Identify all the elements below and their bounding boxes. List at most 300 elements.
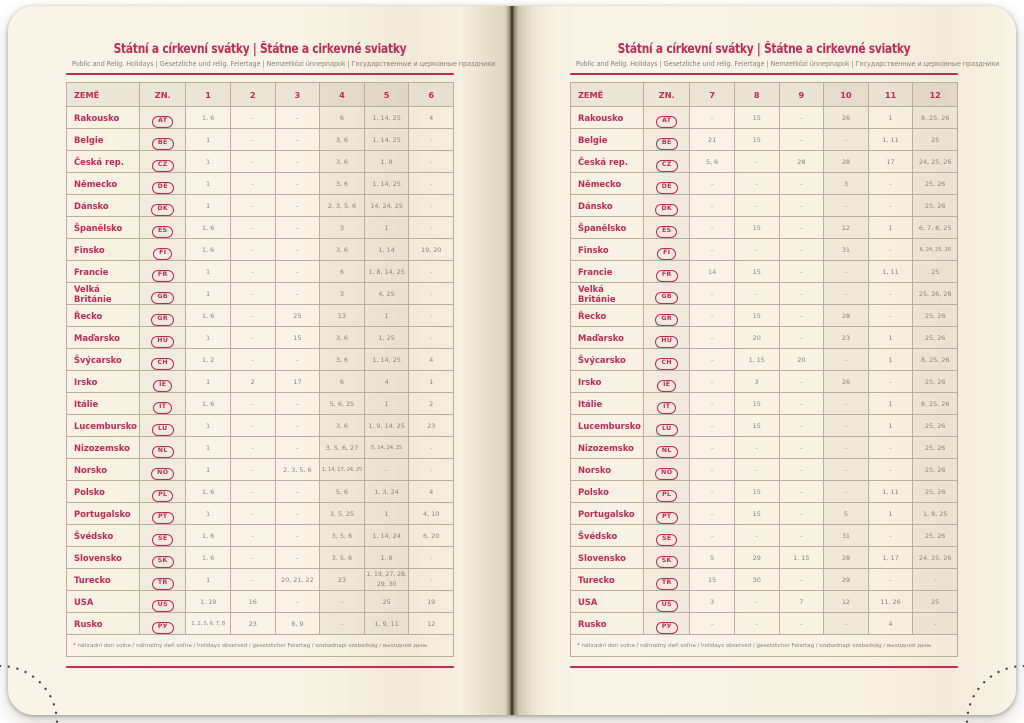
month-value-cell: 20	[734, 327, 779, 349]
month-value-cell: 12	[824, 591, 869, 613]
month-value-cell: 15	[734, 107, 779, 129]
month-value-cell: –	[868, 173, 913, 195]
code-cell	[644, 283, 690, 305]
code-cell	[644, 217, 690, 239]
diary-spread	[8, 6, 1016, 715]
country-code-badge: LU	[152, 424, 174, 436]
code-cell	[644, 371, 690, 393]
country-code-badge: SK	[656, 556, 678, 568]
month-value-cell: 2, 3, 5, 6	[275, 459, 320, 481]
code-cell	[140, 569, 186, 591]
month-value-cell: –	[409, 327, 454, 349]
table-header-row	[571, 83, 958, 107]
country-code-badge: PL	[656, 490, 677, 502]
month-value-cell: –	[230, 569, 275, 591]
month-value-cell: –	[913, 569, 958, 591]
month-value-cell: 8, 9	[275, 613, 320, 635]
month-value-cell: 23	[320, 569, 365, 591]
month-value-cell: 1	[868, 415, 913, 437]
month-value-cell: 1	[186, 459, 231, 481]
month-value-cell: 1	[186, 283, 231, 305]
accent-rule-top	[66, 73, 454, 75]
country-cell: Polsko	[571, 481, 644, 503]
month-value-cell: 5, 6, 25	[320, 393, 365, 415]
month-value-cell: –	[230, 393, 275, 415]
country-cell: Španělsko	[571, 217, 644, 239]
month-value-cell: –	[275, 283, 320, 305]
month-value-cell: –	[690, 503, 735, 525]
table-row-se	[67, 525, 454, 547]
month-value-cell: 23	[824, 327, 869, 349]
month-value-cell: –	[779, 393, 824, 415]
month-value-cell: 1, 15	[734, 349, 779, 371]
country-cell: Německo	[571, 173, 644, 195]
month-value-cell: 17	[275, 371, 320, 393]
month-value-cell: 25, 26	[913, 437, 958, 459]
month-value-cell: –	[734, 525, 779, 547]
table-row-us	[571, 591, 958, 613]
perforation-dots-arc-left	[0, 659, 64, 723]
month-value-cell: 5	[690, 547, 735, 569]
code-cell	[140, 591, 186, 613]
month-value-cell: –	[230, 305, 275, 327]
month-value-cell: –	[690, 371, 735, 393]
month-value-cell: 1, 11	[868, 129, 913, 151]
month-value-cell: –	[230, 217, 275, 239]
month-value-cell: –	[409, 569, 454, 591]
table-row-es	[67, 217, 454, 239]
month-value-cell: –	[230, 107, 275, 129]
country-cell: Norsko	[571, 459, 644, 481]
month-value-cell: 1, 6	[186, 547, 231, 569]
month-value-cell: 24, 25, 26	[913, 151, 958, 173]
month-value-cell: –	[230, 261, 275, 283]
country-code-badge: CH	[151, 358, 174, 370]
country-cell: Polsko	[67, 481, 140, 503]
col-header-code: ZN.	[644, 83, 690, 107]
country-cell: Řecko	[67, 305, 140, 327]
country-cell: Dánsko	[67, 195, 140, 217]
month-value-cell: –	[779, 129, 824, 151]
country-cell: Švýcarsko	[67, 349, 140, 371]
month-value-cell: –	[824, 195, 869, 217]
month-value-cell: 4	[868, 613, 913, 635]
month-value-cell: 3, 6	[320, 415, 365, 437]
country-cell: Itálie	[571, 393, 644, 415]
month-value-cell: –	[690, 393, 735, 415]
country-cell: Norsko	[67, 459, 140, 481]
month-value-cell: –	[230, 195, 275, 217]
month-value-cell: –	[779, 569, 824, 591]
month-value-cell: 5	[824, 503, 869, 525]
month-value-cell: 16	[230, 591, 275, 613]
month-value-cell: –	[275, 129, 320, 151]
code-cell	[140, 371, 186, 393]
country-code-badge: NL	[152, 446, 174, 458]
code-cell	[644, 591, 690, 613]
month-value-cell: –	[230, 151, 275, 173]
table-row-it	[67, 393, 454, 415]
month-value-cell: 31	[824, 525, 869, 547]
country-code-badge: IE	[657, 380, 676, 392]
month-value-cell: –	[690, 437, 735, 459]
month-value-cell: 1, 11	[868, 481, 913, 503]
month-value-cell: –	[690, 283, 735, 305]
month-value-cell: –	[275, 261, 320, 283]
accent-rule-bottom	[66, 666, 454, 668]
month-value-cell: 15	[734, 393, 779, 415]
month-value-cell: 25	[364, 591, 409, 613]
month-value-cell: 12	[409, 613, 454, 635]
page-title: Státní a církevní svátky | Štátne a cirkevné sviatky	[113, 42, 407, 57]
table-row-ch	[571, 349, 958, 371]
month-value-cell: 1, 14	[364, 239, 409, 261]
month-value-cell: 1, 3, 24	[364, 481, 409, 503]
perforation-dots-arc-right	[960, 659, 1024, 723]
month-value-cell: 1	[186, 569, 231, 591]
month-value-cell: –	[690, 481, 735, 503]
month-value-cell: 1, 15	[779, 547, 824, 569]
month-value-cell: –	[779, 415, 824, 437]
month-value-cell: –	[275, 437, 320, 459]
month-value-cell: –	[690, 239, 735, 261]
month-value-cell: –	[275, 107, 320, 129]
month-value-cell: 1	[186, 195, 231, 217]
code-cell	[140, 459, 186, 481]
code-cell	[644, 107, 690, 129]
month-value-cell: –	[734, 283, 779, 305]
month-value-cell: 4	[409, 481, 454, 503]
month-value-cell: –	[275, 239, 320, 261]
code-cell	[644, 195, 690, 217]
table-row-ру	[67, 613, 454, 635]
month-value-cell: 1	[364, 393, 409, 415]
month-value-cell: 6, 20	[409, 525, 454, 547]
month-value-cell: –	[230, 283, 275, 305]
month-value-cell: 1, 19, 27, 28, 29, 30	[364, 569, 409, 591]
month-value-cell: 29	[824, 569, 869, 591]
month-value-cell: –	[824, 415, 869, 437]
month-value-cell: 25, 26	[913, 195, 958, 217]
code-cell	[140, 349, 186, 371]
month-value-cell: 1, 8, 14, 25	[364, 261, 409, 283]
month-value-cell: 1, 14, 25	[364, 129, 409, 151]
code-cell	[140, 525, 186, 547]
month-value-cell: –	[868, 459, 913, 481]
country-code-badge: FR	[152, 270, 174, 282]
month-value-cell: 1	[868, 327, 913, 349]
col-header-month-10: 10	[824, 83, 869, 107]
month-value-cell: –	[779, 613, 824, 635]
page-left	[8, 6, 512, 715]
month-value-cell: –	[230, 349, 275, 371]
month-value-cell: –	[690, 415, 735, 437]
table-row-fr	[67, 261, 454, 283]
page-subtitle: Public and Relig. Holidays | Gesetzliche und relig. Feiertage | Nemzetközi ünnepnapok | Государственные и церковные праздники	[575, 60, 1000, 68]
table-row-tr	[571, 569, 958, 591]
month-value-cell: 1, 9, 14, 25	[364, 415, 409, 437]
country-cell: Španělsko	[67, 217, 140, 239]
table-row-at	[571, 107, 958, 129]
month-value-cell: –	[734, 151, 779, 173]
col-header-code: ZN.	[140, 83, 186, 107]
code-cell	[644, 349, 690, 371]
month-value-cell: 25, 26	[913, 525, 958, 547]
code-cell	[644, 525, 690, 547]
month-value-cell: –	[779, 283, 824, 305]
month-value-cell: 1, 14, 17, 24, 25	[320, 459, 365, 481]
country-cell: Rusko	[67, 613, 140, 635]
month-value-cell: 7	[779, 591, 824, 613]
table-row-fi	[67, 239, 454, 261]
country-code-badge: CZ	[152, 160, 174, 172]
country-code-badge: NO	[151, 468, 174, 480]
month-value-cell: 20, 21, 22	[275, 569, 320, 591]
month-value-cell: 15	[734, 217, 779, 239]
month-value-cell: 3	[690, 591, 735, 613]
month-value-cell: 31	[824, 239, 869, 261]
country-code-badge: SE	[656, 534, 677, 546]
code-cell	[140, 107, 186, 129]
month-value-cell: 1, 14, 25	[364, 349, 409, 371]
month-value-cell: –	[275, 415, 320, 437]
month-value-cell: –	[409, 151, 454, 173]
month-value-cell: 3, 5, 6	[320, 547, 365, 569]
month-value-cell: 3, 6	[320, 129, 365, 151]
month-value-cell: 3, 5, 25	[320, 503, 365, 525]
month-value-cell: 21	[690, 129, 735, 151]
code-cell	[140, 503, 186, 525]
month-value-cell: 1	[868, 393, 913, 415]
code-cell	[140, 217, 186, 239]
month-value-cell: 25	[913, 129, 958, 151]
month-value-cell: –	[409, 459, 454, 481]
month-value-cell: –	[230, 503, 275, 525]
month-value-cell: –	[275, 151, 320, 173]
month-value-cell: 13	[320, 305, 365, 327]
code-cell	[644, 459, 690, 481]
month-value-cell: –	[779, 327, 824, 349]
month-value-cell: 1	[186, 261, 231, 283]
month-value-cell: –	[913, 613, 958, 635]
month-value-cell: –	[868, 305, 913, 327]
page-right	[512, 6, 1016, 715]
month-value-cell: –	[824, 393, 869, 415]
country-code-badge: BE	[656, 138, 678, 150]
month-value-cell: 1, 6	[186, 217, 231, 239]
table-row-es	[571, 217, 958, 239]
month-value-cell: –	[779, 261, 824, 283]
country-cell: Velká Británie	[67, 283, 140, 305]
month-value-cell: –	[779, 239, 824, 261]
country-code-badge: TR	[152, 578, 174, 590]
country-cell: Švédsko	[67, 525, 140, 547]
holidays-table-months-7-12	[570, 82, 958, 657]
code-cell	[140, 305, 186, 327]
country-cell: Česká rep.	[571, 151, 644, 173]
month-value-cell: –	[275, 525, 320, 547]
country-code-badge: PT	[152, 512, 174, 524]
col-header-month-2: 2	[230, 83, 275, 107]
month-value-cell: –	[275, 195, 320, 217]
month-value-cell: 1, 8	[364, 151, 409, 173]
month-value-cell: 3	[320, 217, 365, 239]
country-code-badge: HU	[655, 336, 678, 348]
code-cell	[140, 283, 186, 305]
month-value-cell: –	[230, 437, 275, 459]
month-value-cell: –	[275, 349, 320, 371]
country-code-badge: BE	[152, 138, 174, 150]
month-value-cell: 28	[824, 151, 869, 173]
month-value-cell: –	[690, 459, 735, 481]
month-value-cell: –	[690, 217, 735, 239]
month-value-cell: –	[779, 503, 824, 525]
month-value-cell: –	[824, 283, 869, 305]
month-value-cell: –	[734, 459, 779, 481]
country-cell: USA	[571, 591, 644, 613]
month-value-cell: –	[690, 173, 735, 195]
month-value-cell: 3, 5, 6, 27	[320, 437, 365, 459]
col-header-month-6: 6	[409, 83, 454, 107]
month-value-cell: 1, 6	[186, 525, 231, 547]
month-value-cell: 1, 25	[364, 327, 409, 349]
country-code-badge: РУ	[152, 622, 174, 634]
month-value-cell: –	[824, 613, 869, 635]
month-value-cell: 1	[186, 151, 231, 173]
month-value-cell: 3, 6	[320, 327, 365, 349]
col-header-month-12: 12	[913, 83, 958, 107]
col-header-month-11: 11	[868, 83, 913, 107]
country-cell: Francie	[571, 261, 644, 283]
col-header-month-1: 1	[186, 83, 231, 107]
code-cell	[644, 261, 690, 283]
month-value-cell: 1, 2, 5, 6, 7, 8	[186, 613, 231, 635]
month-value-cell: 15	[734, 481, 779, 503]
month-value-cell: 26	[824, 371, 869, 393]
country-cell: Maďarsko	[67, 327, 140, 349]
country-cell: Velká Británie	[571, 283, 644, 305]
month-value-cell: –	[275, 173, 320, 195]
country-code-badge: CH	[655, 358, 678, 370]
country-code-badge: AT	[656, 116, 677, 128]
month-value-cell: –	[409, 437, 454, 459]
month-value-cell: 1	[186, 371, 231, 393]
footnote-row	[571, 635, 958, 657]
country-code-badge: IE	[153, 380, 172, 392]
month-value-cell: –	[690, 327, 735, 349]
month-value-cell: 19	[409, 591, 454, 613]
accent-rule-bottom	[570, 666, 958, 668]
month-value-cell: 30	[734, 569, 779, 591]
month-value-cell: 4, 10	[409, 503, 454, 525]
country-code-badge: GR	[151, 314, 174, 326]
country-code-badge: РУ	[656, 622, 678, 634]
month-value-cell: –	[868, 239, 913, 261]
footnote: * náhradní den volna / náhradný deň voľna / holidays observed / gesetzlicher Feiertag / szabadnapi szabadság / выходной день	[67, 635, 454, 657]
table-row-cz	[571, 151, 958, 173]
month-value-cell: 15	[734, 503, 779, 525]
country-cell: Rusko	[571, 613, 644, 635]
country-code-badge: FI	[153, 248, 172, 260]
country-code-badge: DK	[151, 204, 174, 216]
month-value-cell: 3	[320, 283, 365, 305]
month-value-cell: –	[230, 547, 275, 569]
table-row-pt	[67, 503, 454, 525]
month-value-cell: –	[690, 525, 735, 547]
country-code-badge: DE	[656, 182, 678, 194]
table-row-lu	[67, 415, 454, 437]
code-cell	[644, 547, 690, 569]
month-value-cell: –	[275, 393, 320, 415]
month-value-cell: 15	[734, 129, 779, 151]
month-value-cell: 1, 14, 24	[364, 525, 409, 547]
code-cell	[644, 393, 690, 415]
country-code-badge: DK	[655, 204, 678, 216]
month-value-cell: 25, 26, 28	[913, 283, 958, 305]
month-value-cell: 4	[364, 371, 409, 393]
code-cell	[644, 569, 690, 591]
table-row-pt	[571, 503, 958, 525]
month-value-cell: –	[734, 195, 779, 217]
month-value-cell: –	[779, 371, 824, 393]
month-value-cell: –	[409, 195, 454, 217]
col-header-month-4: 4	[320, 83, 365, 107]
country-cell: Finsko	[571, 239, 644, 261]
code-cell	[140, 173, 186, 195]
month-value-cell: –	[779, 305, 824, 327]
month-value-cell: 25, 26	[913, 371, 958, 393]
month-value-cell: 25, 26	[913, 459, 958, 481]
table-row-nl	[571, 437, 958, 459]
country-cell: USA	[67, 591, 140, 613]
code-cell	[644, 151, 690, 173]
month-value-cell: –	[409, 217, 454, 239]
holidays-table-months-1-6	[66, 82, 454, 657]
month-value-cell: 1, 6	[186, 107, 231, 129]
month-value-cell: –	[779, 437, 824, 459]
country-cell: Belgie	[67, 129, 140, 151]
month-value-cell: 1, 2	[186, 349, 231, 371]
month-value-cell: –	[320, 613, 365, 635]
month-value-cell: –	[230, 459, 275, 481]
month-value-cell: 26	[824, 107, 869, 129]
country-cell: Portugalsko	[67, 503, 140, 525]
footnote-row	[67, 635, 454, 657]
month-value-cell: –	[320, 591, 365, 613]
month-value-cell: 20	[779, 349, 824, 371]
table-row-be	[67, 129, 454, 151]
month-value-cell: –	[690, 195, 735, 217]
country-cell: Lucembursko	[571, 415, 644, 437]
country-cell: Itálie	[67, 393, 140, 415]
month-value-cell: 17	[868, 151, 913, 173]
code-cell	[644, 613, 690, 635]
table-row-dk	[571, 195, 958, 217]
country-cell: Turecko	[571, 569, 644, 591]
country-code-badge: LU	[656, 424, 678, 436]
month-value-cell: 1	[409, 371, 454, 393]
country-code-badge: PL	[152, 490, 173, 502]
month-value-cell: 1	[186, 503, 231, 525]
month-value-cell: 25, 26	[913, 173, 958, 195]
table-row-at	[67, 107, 454, 129]
country-code-badge: AT	[152, 116, 173, 128]
code-cell	[644, 415, 690, 437]
month-value-cell: 28	[779, 151, 824, 173]
month-value-cell: 1	[186, 327, 231, 349]
month-value-cell: 25, 26	[913, 327, 958, 349]
book-spine	[506, 6, 518, 715]
